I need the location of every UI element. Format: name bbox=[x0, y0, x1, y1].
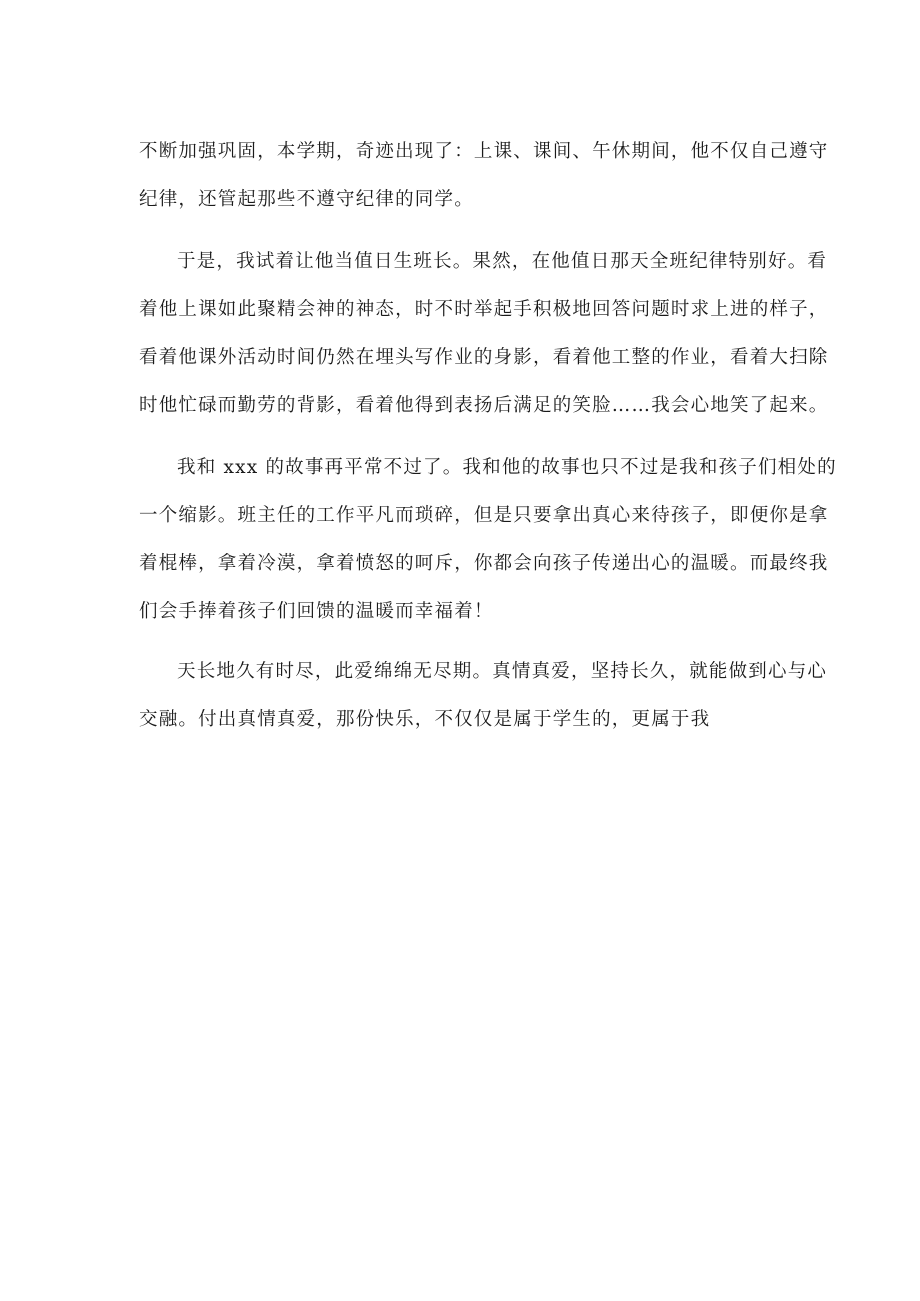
paragraph-2-line-4: 时他忙碌而勤劳的背影，看着他得到表扬后满足的笑脸……我会心地笑了起来。 bbox=[139, 395, 829, 416]
paragraph-2-line-3: 看着他课外活动时间仍然在埋头写作业的身影，看着他工整的作业，看着大扫除 bbox=[139, 347, 829, 368]
paragraph-1-line-1: 不断加强巩固，本学期，奇迹出现了：上课、课间、午休期间，他不仅自己遵守 bbox=[139, 141, 829, 162]
paragraph-2-line-1: 于是，我试着让他当值日生班长。果然，在他值日那天全班纪律特别好。看 bbox=[177, 251, 828, 272]
paragraph-3-line-4: 们会手捧着孩子们回馈的温暖而幸福着！ bbox=[139, 601, 494, 622]
paragraph-3-line-1: 我和 xxx 的故事再平常不过了。我和他的故事也只不过是我和孩子们相处的 bbox=[177, 457, 837, 478]
paragraph-2-line-2: 着他上课如此聚精会神的神态，时不时举起手积极地回答问题时求上进的样子， bbox=[139, 299, 829, 320]
paragraph-1-line-2: 纪律，还管起那些不遵守纪律的同学。 bbox=[139, 189, 474, 210]
paragraph-3-line-3: 着棍棒，拿着冷漠，拿着愤怒的呵斥，你都会向孩子传递出心的温暖。而最终我 bbox=[139, 553, 829, 574]
paragraph-4-line-1: 天长地久有时尽，此爱绵绵无尽期。真情真爱，坚持长久，就能做到心与心 bbox=[177, 661, 828, 682]
paragraph-3-line-2: 一个缩影。班主任的工作平凡而琐碎，但是只要拿出真心来待孩子，即便你是拿 bbox=[139, 505, 829, 526]
paragraph-4-line-2: 交融。付出真情真爱，那份快乐，不仅仅是属于学生的，更属于我 bbox=[139, 709, 711, 730]
